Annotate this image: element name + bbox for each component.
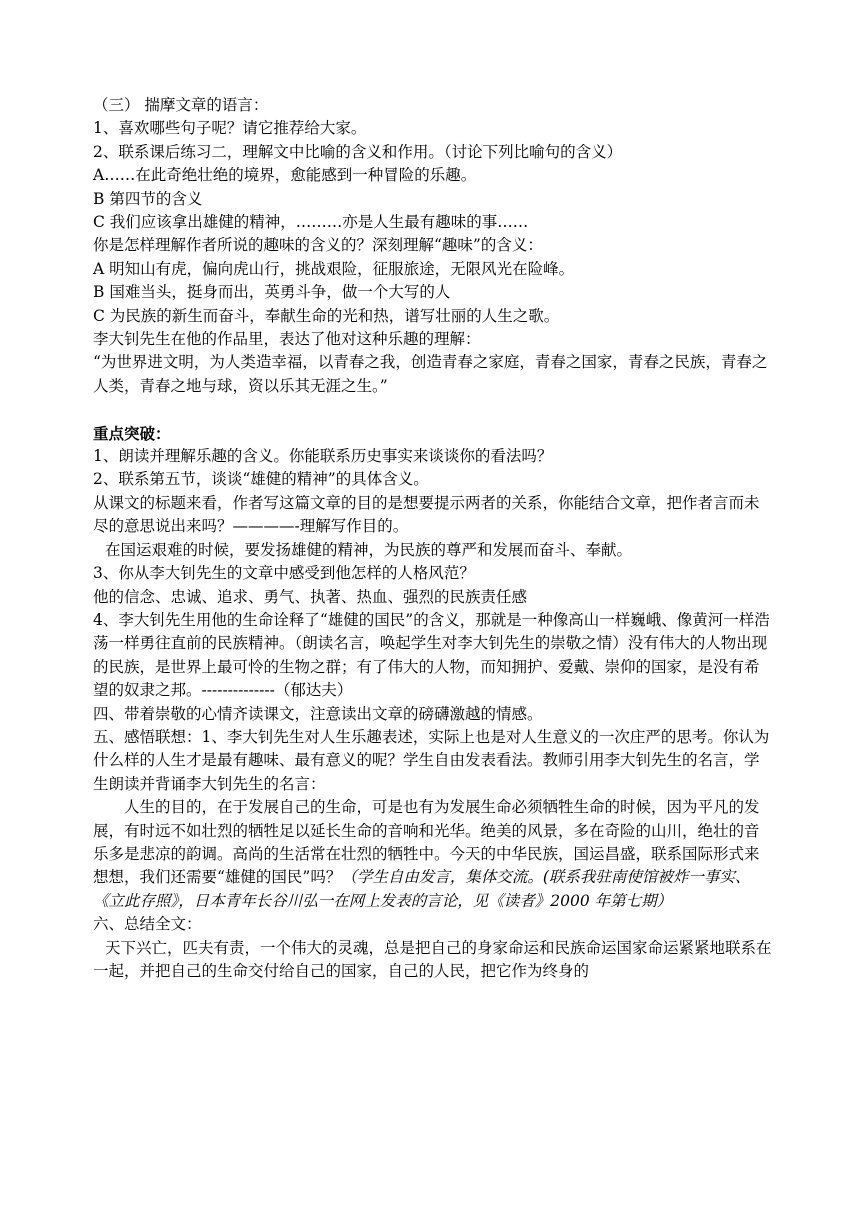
sec3-line-8: B 国难当头，挺身而出，英勇斗争，做一个大写的人 — [93, 283, 451, 302]
focus-line-9: 五、感悟联想：1、李大钊先生对人生乐趣表述，实际上也是对人生意义的一次庄严的思考。你认为什么样的人生才是最有趣味、最有意义的呢？学生自由发表看法。教师引用李大钊先生的名言，学生朗读并背诵李大钊先生的名言： — [93, 727, 770, 793]
section-title: （三） 揣摩文章的语言： — [93, 96, 269, 114]
sec3-line-6: 你是怎样理解作者所说的趣味的含义的？深刻理解“趣味”的含义： — [93, 236, 543, 255]
document-body — [93, 94, 773, 983]
focus-line-1: 1、朗读并理解乐趣的含义。你能联系历史事实来谈谈你的看法吗？ — [93, 447, 553, 466]
spacer — [93, 398, 773, 421]
maxim-note: （学生自由发言，集体交流。(联系我驻南使馆被炸一事实、《立此存照》，日本青年长谷川弘一在网上发表的言论，见《读者》2000 年第七期） — [93, 868, 751, 910]
focus-heading: 重点突破： — [93, 423, 171, 443]
summary-text: 天下兴亡，匹夫有责，一个伟大的灵魂，总是把自己的身家命运和民族命运国家命运紧紧地联系在一起，并把自己的生命交付给自己的国家，自己的人民，把它作为终身的 — [93, 938, 772, 981]
sec3-line-9: C 为民族的新生而奋斗，奉献生命的光和热，谱写壮丽的人生之歌。 — [93, 306, 560, 325]
sec3-line-3: A……在此奇绝壮绝的境界，愈能感到一种冒险的乐趣。 — [93, 166, 477, 185]
sec3-line-1: 1、喜欢哪些句子呢？请它推荐给大家。 — [93, 119, 367, 138]
maxim-text: 人生的目的，在于发展自己的生命，可是也有为发展生命必须牺牲生命的时候，因为平凡的发展，有时远不如壮烈的牺牲足以延长生命的音响和光华。绝美的风景，多在奇险的山川，绝壮的音乐多是悲凉的韵调。高尚的生活常在壮烈的牺牲中。今天的中华民族，国运昌盛，联系国际形式来想想，我们还需要“雄健的国民”吗？ — [93, 798, 760, 887]
sec3-line-7: A 明知山有虎，偏向虎山行，挑战艰险，征服旅途，无限风光在险峰。 — [93, 259, 575, 278]
focus-line-3: 从课文的标题来看，作者写这篇文章的目的是想要提示两者的关系，你能结合文章，把作者言而未尽的意思说出来吗？————-理解写作目的。 — [93, 493, 760, 536]
sec3-line-2: 2、联系课后练习二，理解文中比喻的含义和作用。（讨论下列比喻句的含义） — [93, 142, 623, 161]
sec3-line-10: 李大钊先生在他的作品里，表达了他对这种乐趣的理解： — [93, 330, 481, 349]
focus-line-8: 四、带着崇敬的心情齐读课文，注意读出文章的磅礴激越的情感。 — [93, 704, 543, 723]
focus-line-2: 2、联系第五节，谈谈“雄健的精神”的具体含义。 — [93, 470, 429, 489]
focus-line-4: 在国运艰难的时候，要发扬雄健的精神，为民族的尊严和发展而奋斗、奉献。 — [105, 540, 633, 559]
focus-line-5: 3、你从李大钊先生的文章中感受到他怎样的人格风范？ — [93, 564, 475, 583]
focus-line-6: 他的信念、忠诚、追求、勇气、执著、热血、强烈的民族责任感 — [93, 587, 528, 606]
li-dazhao-quote: “为世界进文明，为人类造幸福，以青春之我，创造青春之家庭，青春之国家，青春之民族，青春之人类，青春之地与球，资以乐其无涯之生。” — [93, 353, 768, 395]
sec3-line-4: B 第四节的含义 — [93, 189, 203, 208]
summary-heading: 六、总结全文： — [93, 915, 202, 934]
sec3-line-5: C 我们应该拿出雄健的精神，………亦是人生最有趣味的事…… — [93, 213, 529, 232]
focus-line-7: 4、李大钊先生用他的生命诠释了“雄健的国民”的含义，那就是一种像高山一样巍峨、像黄河一样浩荡一样勇往直前的民族精神。（朗读名言，唤起学生对李大钊先生的崇敬之情）没有伟大的人物出现的民族，是世界上最可怜的生物之群；有了伟大的人物，而知拥护、爱戴、崇仰的国家，是没有希望的奴隶之邦。--------------（郁达夫） — [93, 610, 770, 700]
li-dazhao-maxim — [93, 796, 773, 913]
